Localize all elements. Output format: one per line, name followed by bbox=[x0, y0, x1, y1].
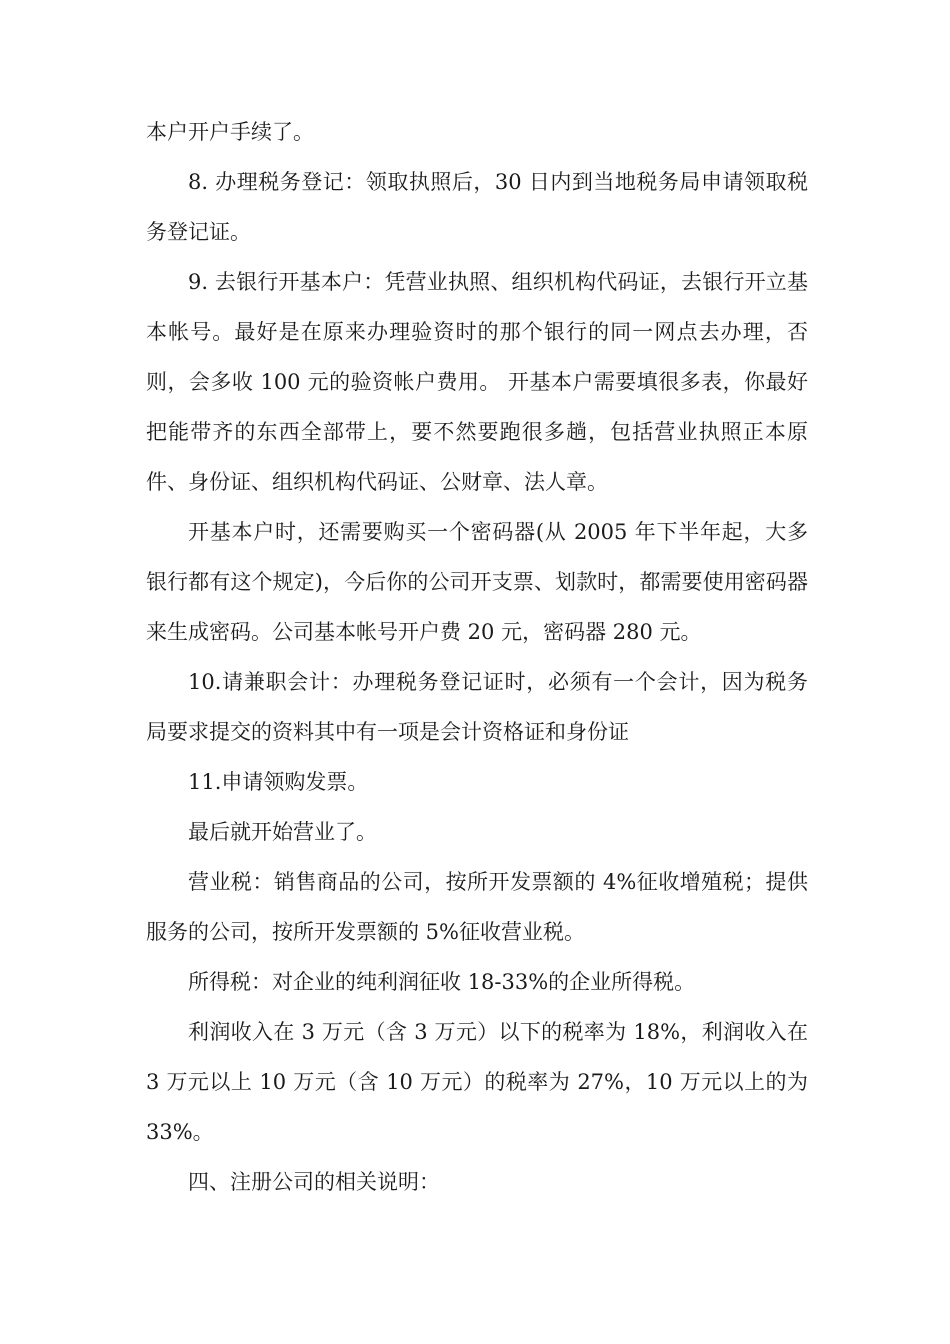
paragraph-bank-basic-account: 9. 去银行开基本户：凭营业执照、组织机构代码证，去银行开立基本帐号。最好是在原来办理验资时的那个银行的同一网点去办理，否则，会多收 100 元的验资帐户费用。 开基本户需要填很多表，你最好把能带齐的东西全部带上，要不然要跑很多趟，包括营业执照正本原件、身份证、组织机构代码证、公财章、法人章。 bbox=[146, 270, 808, 494]
section-heading-registration-notes: 四、注册公司的相关说明： bbox=[188, 1170, 440, 1194]
paragraph-invoice-application: 11.申请领购发票。 bbox=[188, 770, 369, 794]
paragraph-account-opening-end: 本户开户手续了。 bbox=[146, 120, 314, 144]
paragraph-tax-registration: 8. 办理税务登记：领取执照后，30 日内到当地税务局申请领取税务登记证。 bbox=[146, 170, 808, 244]
paragraph-tax-rates: 利润收入在 3 万元（含 3 万元）以下的税率为 18%，利润收入在 3 万元以上 10 万元（含 10 万元）的税率为 27%，10 万元以上的为 33%。 bbox=[146, 1020, 808, 1144]
paragraph-income-tax: 所得税：对企业的纯利润征收 18-33%的企业所得税。 bbox=[188, 970, 696, 994]
paragraph-business-tax: 营业税：销售商品的公司，按所开发票额的 4%征收增殖税；提供服务的公司，按所开发票额的 5%征收营业税。 bbox=[146, 870, 808, 944]
paragraph-start-business: 最后就开始营业了。 bbox=[188, 820, 377, 844]
paragraph-part-time-accountant: 10.请兼职会计：办理税务登记证时，必须有一个会计，因为税务局要求提交的资料其中有一项是会计资格证和身份证 bbox=[146, 670, 808, 744]
paragraph-password-device: 开基本户时，还需要购买一个密码器(从 2005 年下半年起，大多银行都有这个规定)，今后你的公司开支票、划款时，都需要使用密码器来生成密码。公司基本帐号开户费 20 元，密码器 280 元。 bbox=[146, 520, 808, 644]
document-body bbox=[146, 107, 808, 1207]
